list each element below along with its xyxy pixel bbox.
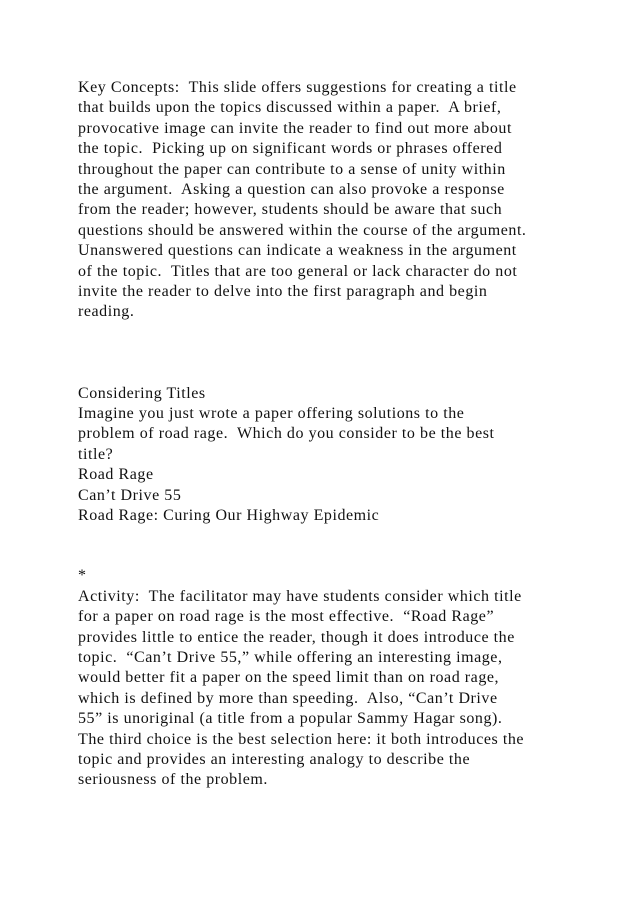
prompt-line: Imagine you just wrote a paper offering solutions to the (78, 405, 465, 423)
activity-line: The third choice is the best selection here: it both introduces the (78, 730, 525, 748)
activity-section (78, 566, 618, 790)
key-concepts-paragraph (78, 78, 618, 323)
key-concepts-line: of the topic. Titles that are too general or lack character do not (78, 262, 518, 280)
activity-marker: * (78, 567, 87, 585)
key-concepts-line: questions should be answered within the course of the argument. (78, 221, 527, 239)
key-concepts-line: Key Concepts: This slide offers suggestions for creating a title (78, 79, 517, 96)
section-heading: Considering Titles (78, 384, 206, 402)
title-option: Road Rage: Curing Our Highway Epidemic (78, 507, 380, 525)
key-concepts-line: the topic. Picking up on significant words or phrases offered (78, 140, 503, 158)
key-concepts-line: Unanswered questions can indicate a weakness in the argument (78, 242, 517, 260)
title-option: Can’t Drive 55 (78, 486, 182, 504)
activity-line: would better fit a paper on the speed limit than on road rage, (78, 669, 500, 687)
activity-line: topic. “Can’t Drive 55,” while offering an interesting image, (78, 648, 503, 666)
activity-line: 55” is unoriginal (a title from a popular Sammy Hagar song). (78, 710, 503, 728)
key-concepts-line: provocative image can invite the reader to find out more about (78, 119, 512, 137)
activity-line: Activity: The facilitator may have students consider which title (78, 587, 522, 605)
key-concepts-line: that builds upon the topics discussed within a paper. A brief, (78, 99, 502, 117)
key-concepts-line: from the reader; however, students should be aware that such (78, 201, 503, 219)
title-option: Road Rage (78, 466, 154, 484)
activity-line: topic and provides an interesting analogy to describe the (78, 750, 471, 768)
spacer (78, 526, 618, 566)
spacer (78, 323, 618, 384)
document-page (78, 78, 618, 791)
activity-line: for a paper on road rage is the most effective. “Road Rage” (78, 608, 495, 626)
key-concepts-line: reading. (78, 303, 135, 321)
prompt-line: problem of road rage. Which do you consider to be the best (78, 425, 495, 443)
key-concepts-line: invite the reader to delve into the first paragraph and begin (78, 282, 488, 300)
key-concepts-line: the argument. Asking a question can also provoke a response (78, 180, 505, 198)
considering-titles-section (78, 384, 618, 527)
key-concepts-line: throughout the paper can contribute to a sense of unity within (78, 160, 506, 178)
prompt-line: title? (78, 445, 114, 463)
activity-line: provides little to entice the reader, though it does introduce the (78, 628, 515, 646)
activity-line: which is defined by more than speeding. Also, “Can’t Drive (78, 689, 498, 707)
activity-line: seriousness of the problem. (78, 771, 268, 789)
